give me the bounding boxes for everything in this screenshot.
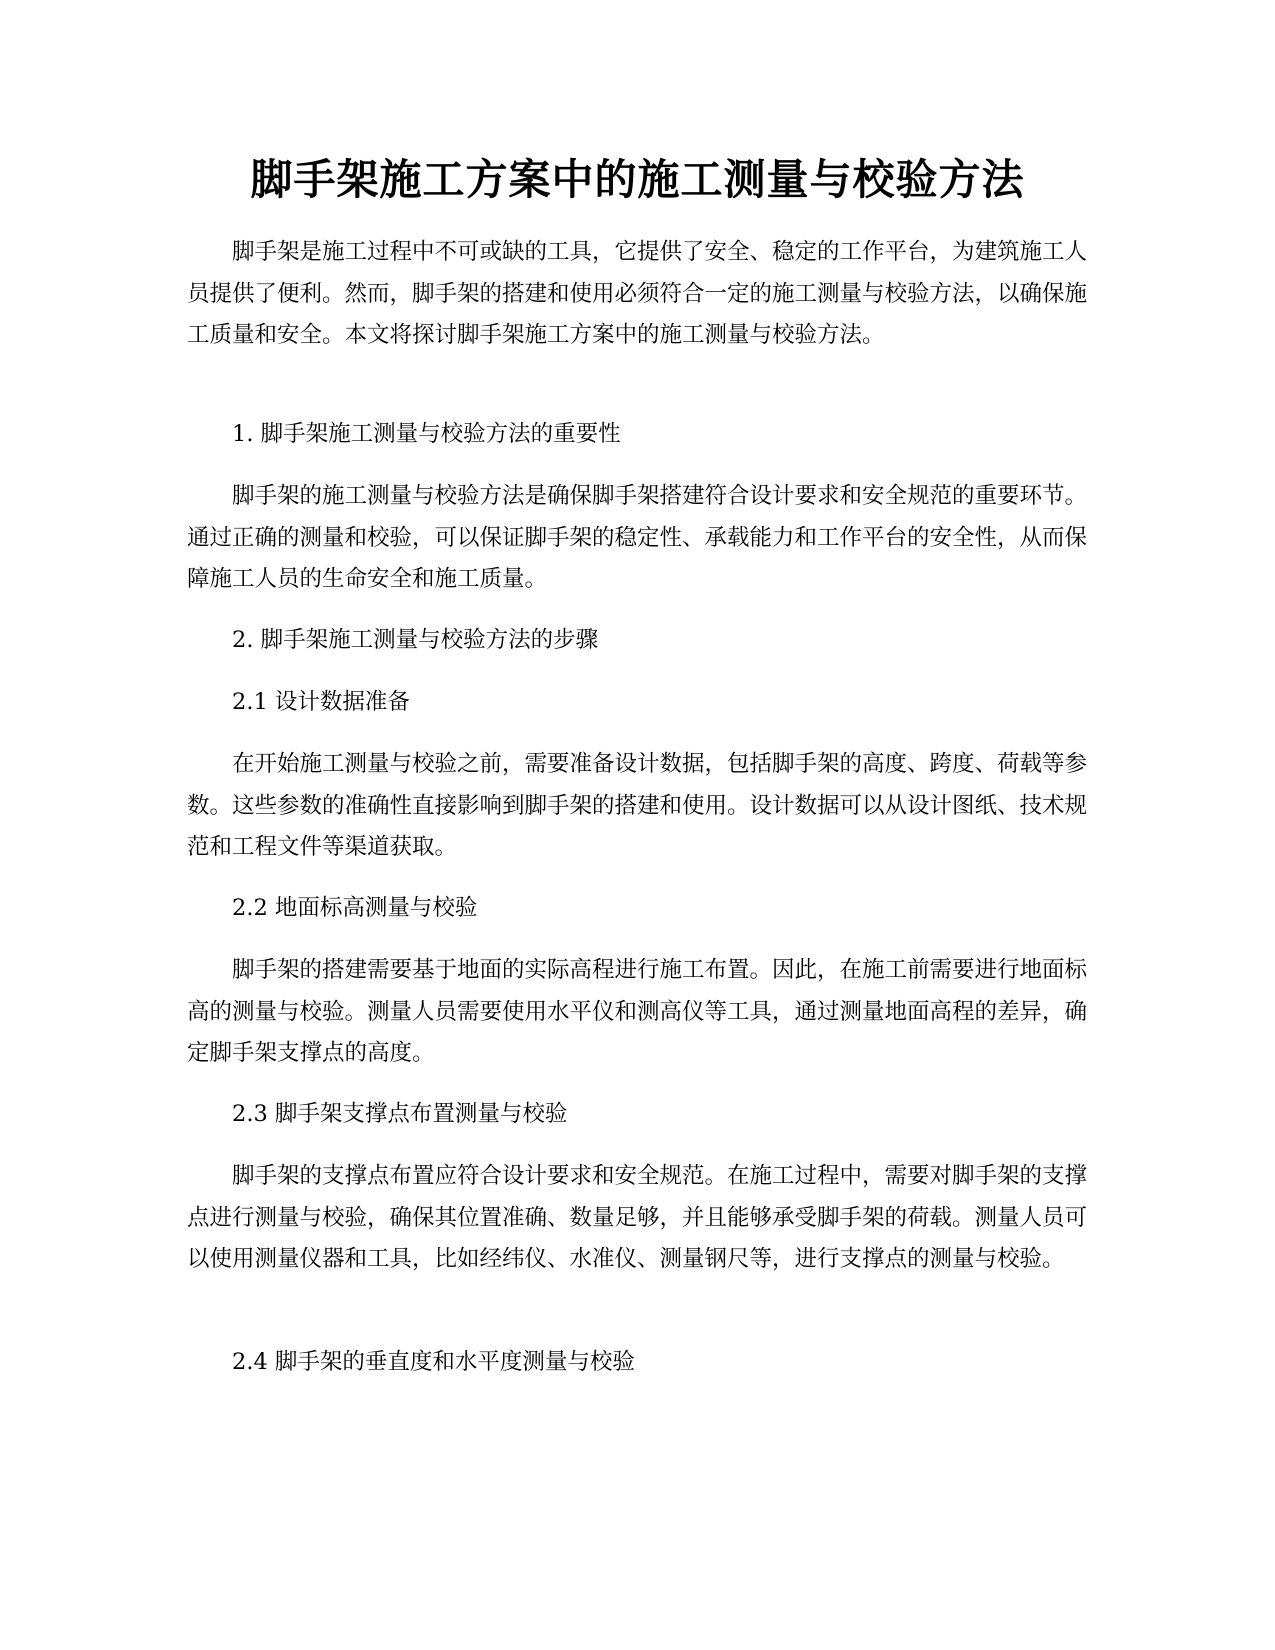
subsection-heading-2-4: 2.4 脚手架的垂直度和水平度测量与校验: [232, 1349, 635, 1375]
subsection-heading-2-1: 2.1 设计数据准备: [232, 689, 410, 715]
document-title: 脚手架施工方案中的施工测量与校验方法: [250, 155, 1025, 204]
subsection-heading-2-3: 2.3 脚手架支撑点布置测量与校验: [232, 1101, 568, 1127]
subsection-2-3-paragraph: 脚手架的支撑点布置应符合设计要求和安全规范。在施工过程中，需要对脚手架的支撑点进行测量与校验，确保其位置准确、数量足够，并且能够承受脚手架的荷载。测量人员可以使用测量仪器和工具，比如经纬仪、水准仪、测量钢尺等，进行支撑点的测量与校验。: [187, 1163, 1088, 1272]
intro-paragraph: 脚手架是施工过程中不可或缺的工具，它提供了安全、稳定的工作平台，为建筑施工人员提供了便利。然而，脚手架的搭建和使用必须符合一定的施工测量与校验方法，以确保施工质量和安全。本文将探讨脚手架施工方案中的施工测量与校验方法。: [187, 239, 1088, 348]
section-heading-2: 2. 脚手架施工测量与校验方法的步骤: [232, 627, 599, 653]
section-1-paragraph: 脚手架的施工测量与校验方法是确保脚手架搭建符合设计要求和安全规范的重要环节。通过正确的测量和校验，可以保证脚手架的稳定性、承载能力和工作平台的安全性，从而保障施工人员的生命安全和施工质量。: [187, 483, 1088, 592]
subsection-2-2-paragraph: 脚手架的搭建需要基于地面的实际高程进行施工布置。因此，在施工前需要进行地面标高的测量与校验。测量人员需要使用水平仪和测高仪等工具，通过测量地面高程的差异，确定脚手架支撑点的高度。: [187, 957, 1088, 1066]
subsection-2-1-paragraph: 在开始施工测量与校验之前，需要准备设计数据，包括脚手架的高度、跨度、荷载等参数。这些参数的准确性直接影响到脚手架的搭建和使用。设计数据可以从设计图纸、技术规范和工程文件等渠道获取。: [187, 751, 1088, 860]
section-heading-1: 1. 脚手架施工测量与校验方法的重要性: [232, 421, 621, 447]
subsection-heading-2-2: 2.2 地面标高测量与校验: [232, 895, 478, 921]
